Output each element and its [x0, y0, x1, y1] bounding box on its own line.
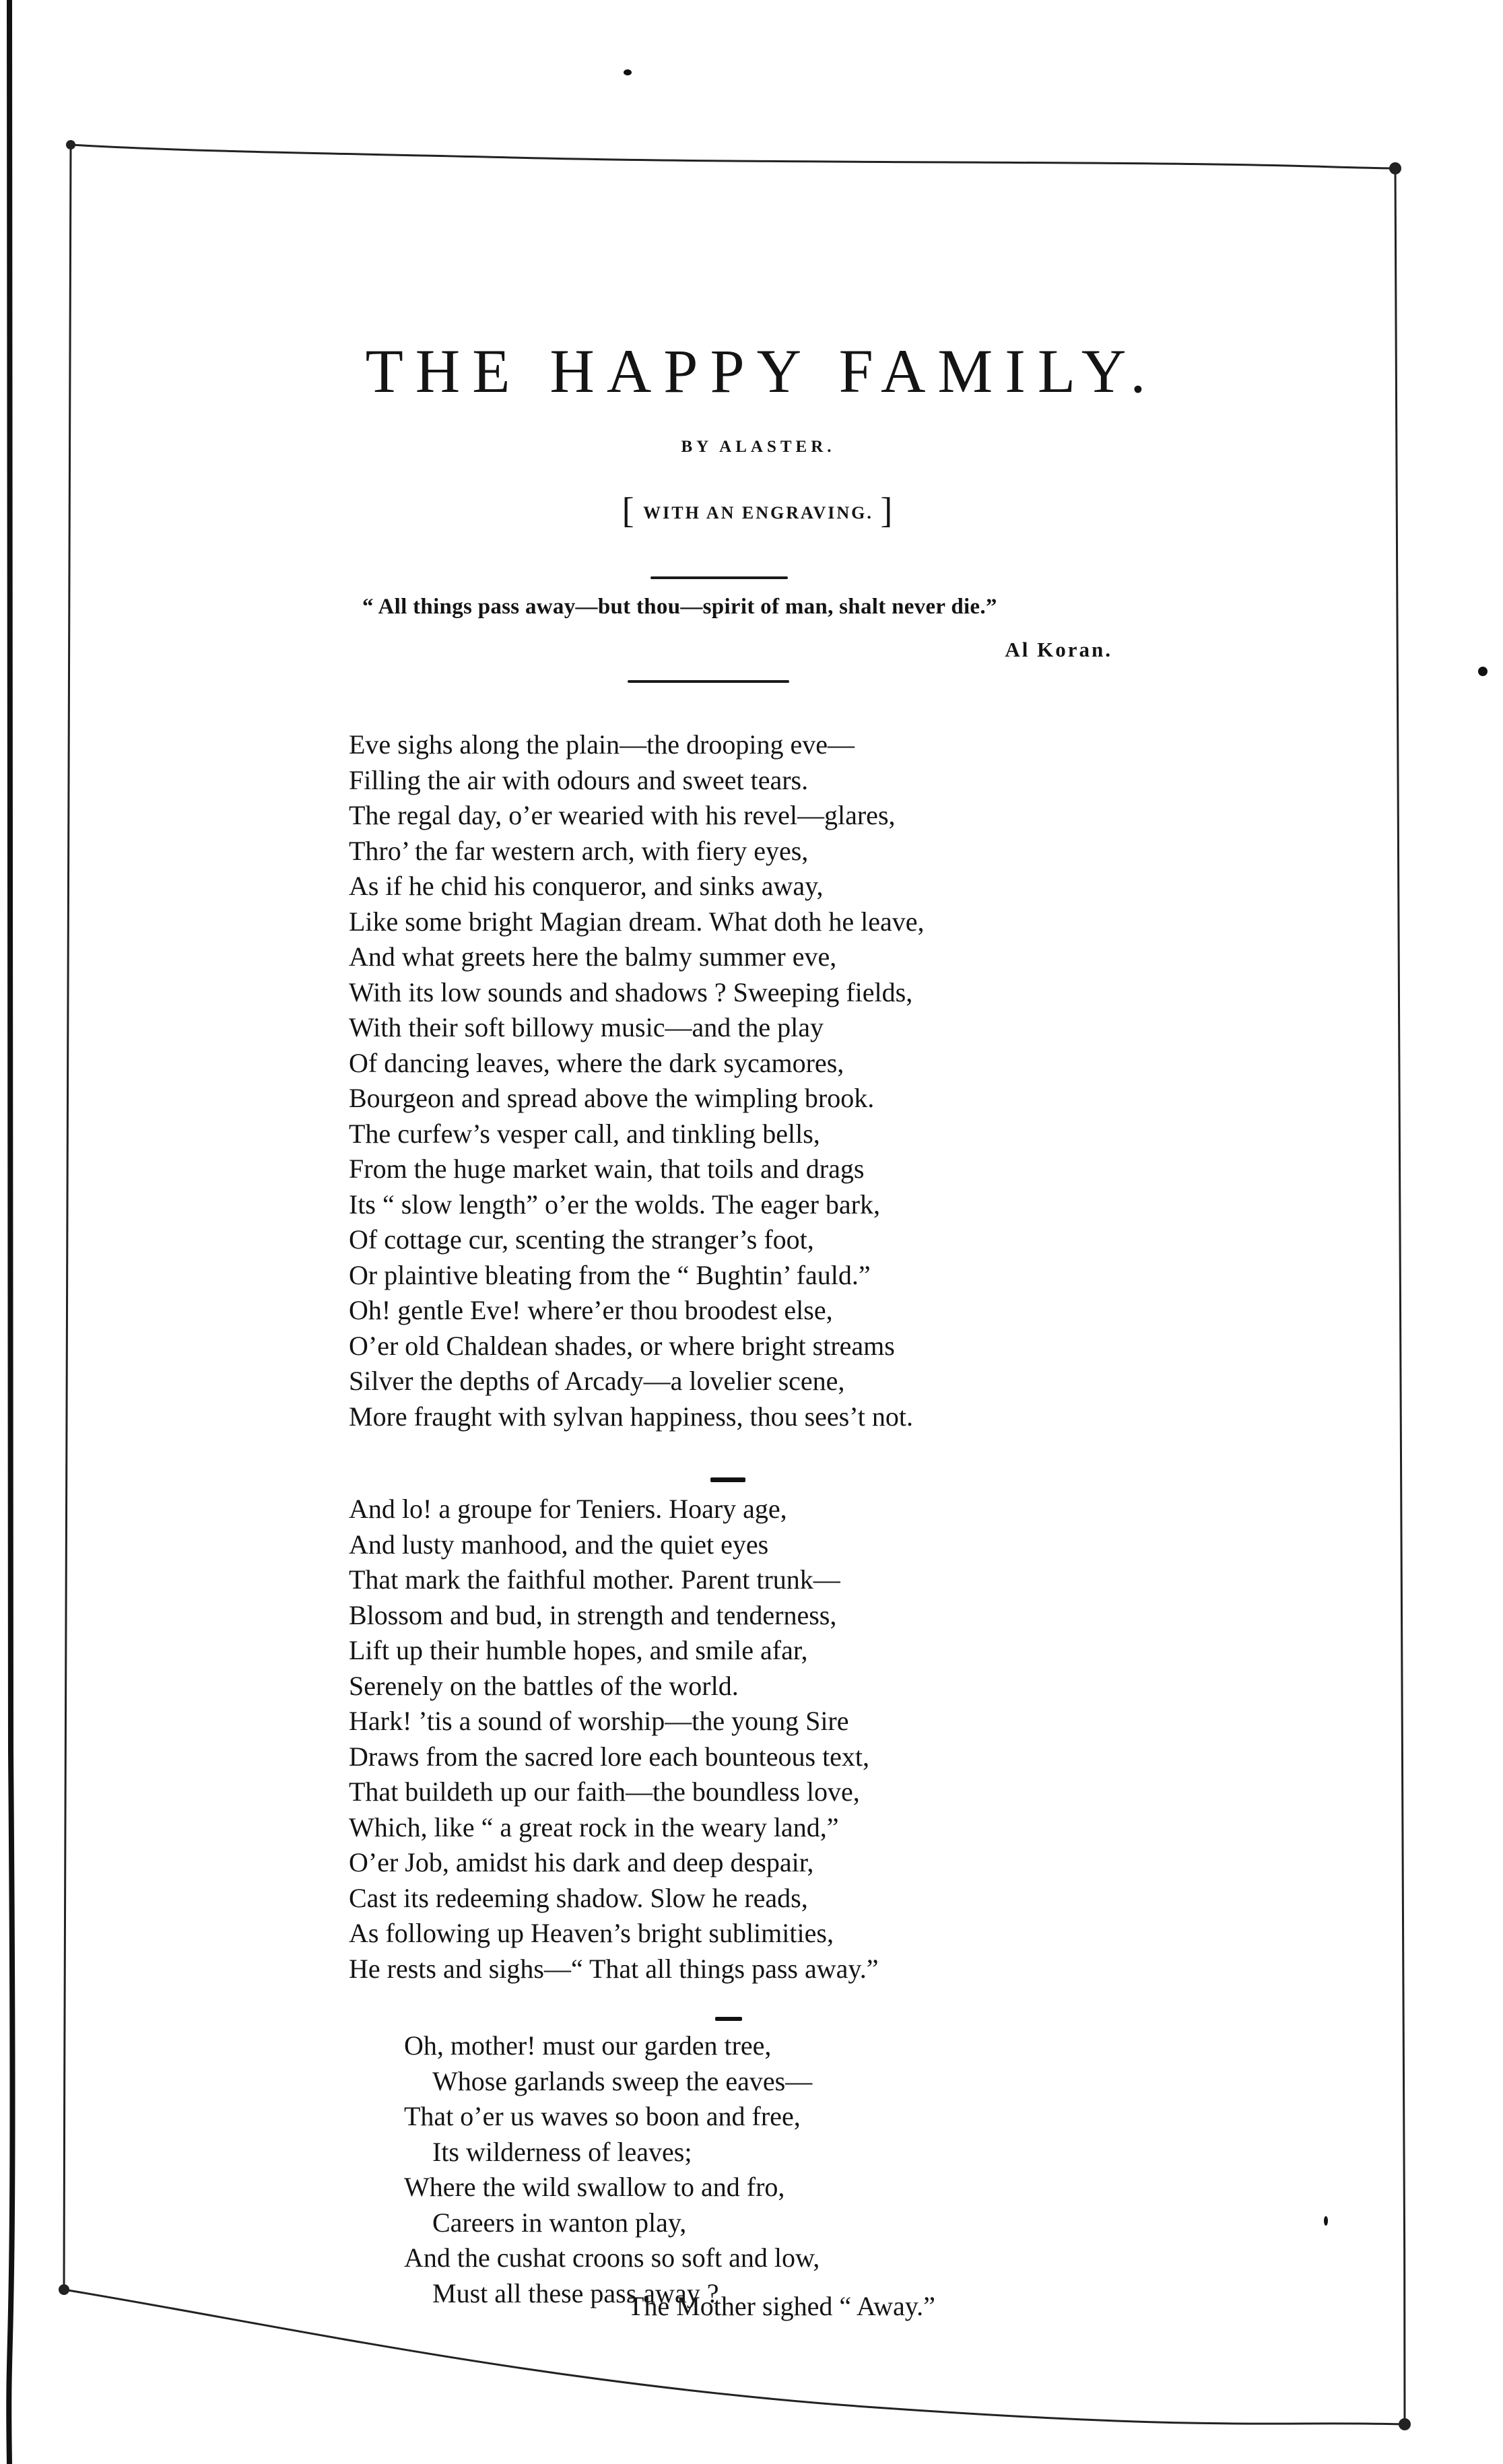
closing-line: The Mother sighed “ Away.”	[628, 2291, 935, 2321]
poem-line: With their soft billowy music—and the play	[349, 1012, 824, 1042]
poem-line: Which, like “ a great rock in the weary land,”	[349, 1811, 839, 1842]
poem-line: As if he chid his conqueror, and sinks away,	[349, 871, 824, 901]
poem-line: Must all these pass away ?	[432, 2277, 719, 2308]
poem-line: Careers in wanton play,	[432, 2207, 687, 2238]
stanza-1	[349, 727, 925, 1434]
poem-line: That buildeth up our faith—the boundless love,	[349, 1776, 860, 1807]
poem-line: Eve sighs along the plain—the drooping eve—	[349, 729, 855, 760]
poem-line: Silver the depths of Arcady—a lovelier scene,	[349, 1366, 845, 1396]
frame-corner-ornament	[1399, 2418, 1411, 2430]
poem-line: And the cushat croons so soft and low,	[404, 2242, 820, 2273]
poem-line: O’er old Chaldean shades, or where bright streams	[349, 1330, 895, 1361]
frame-corner-ornament	[1389, 162, 1401, 174]
poem-line: Thro’ the far western arch, with fiery eyes,	[349, 835, 809, 866]
stanza-separator	[710, 1477, 745, 1482]
stanza-separator	[715, 2017, 742, 2021]
poem-line: And lo! a groupe for Teniers. Hoary age,	[349, 1494, 787, 1524]
poem-line: Draws from the sacred lore each bounteous text,	[349, 1741, 870, 1772]
poem-line: Lift up their humble hopes, and smile afar,	[349, 1635, 808, 1665]
scan-speck	[1478, 667, 1488, 676]
page-title: THE HAPPY FAMILY.	[365, 337, 1158, 405]
poem-line: Its “ slow length” o’er the wolds. The eager bark,	[349, 1189, 881, 1220]
scan-speck	[1324, 2216, 1328, 2226]
poem-line: Blossom and bud, in strength and tenderness,	[349, 1599, 837, 1630]
poem-line: He rests and sighs—“ That all things pass away.”	[349, 1953, 879, 1984]
author-byline: BY ALASTER.	[681, 438, 836, 456]
frame-corner-ornament	[66, 140, 75, 149]
poem-line: The curfew’s vesper call, and tinkling bells,	[349, 1118, 820, 1149]
poem-line: Its wilderness of leaves;	[432, 2136, 692, 2167]
poem-line: Whose garlands sweep the eaves—	[432, 2065, 813, 2096]
poem-line: Of cottage cur, scenting the stranger’s foot,	[349, 1224, 814, 1255]
ornamental-rule-top	[650, 576, 788, 579]
stanza-3	[404, 2028, 820, 2311]
epigraph-quote: “ All things pass away—but thou—spirit of man, shalt never die.”	[362, 595, 997, 619]
poem-line: Or plaintive bleating from the “ Bughtin’ fauld.”	[349, 1259, 871, 1290]
epigraph-source: Al Koran.	[1005, 638, 1112, 661]
poem-line: Serenely on the battles of the world.	[349, 1670, 739, 1701]
poem-line: And lusty manhood, and the quiet eyes	[349, 1529, 769, 1560]
engraving-note	[0, 490, 1503, 531]
poem-line: O’er Job, amidst his dark and deep despair,	[349, 1847, 814, 1877]
scan-speck	[624, 69, 632, 75]
poem-line: More fraught with sylvan happiness, thou sees’t not.	[349, 1401, 914, 1432]
close-bracket: ]	[880, 490, 895, 531]
poem-line: Of dancing leaves, where the dark sycamores,	[349, 1047, 844, 1078]
poem-line: Bourgeon and spread above the wimpling brook.	[349, 1083, 875, 1113]
poem-line: With its low sounds and shadows ? Sweeping fields,	[349, 976, 913, 1007]
poem-line: From the huge market wain, that toils and drags	[349, 1154, 865, 1184]
frame-corner-ornament	[59, 2284, 69, 2295]
poem-line: As following up Heaven’s bright sublimities,	[349, 1918, 834, 1948]
open-bracket: [	[622, 490, 636, 531]
frame-left-edge	[64, 145, 71, 2290]
poem-line: Oh, mother! must our garden tree,	[404, 2030, 772, 2061]
poem-line: Like some bright Magian dream. What doth he leave,	[349, 906, 925, 937]
poem-line: Hark! ’tis a sound of worship—the young Sire	[349, 1706, 849, 1736]
poem-line: Filling the air with odours and sweet tears.	[349, 764, 809, 795]
poem-line: The regal day, o’er wearied with his revel—glares,	[349, 800, 896, 830]
poem-line: Cast its redeeming shadow. Slow he reads,	[349, 1882, 808, 1913]
poem-line: Oh! gentle Eve! where’er thou broodest else,	[349, 1295, 833, 1325]
frame-top-edge	[71, 145, 1394, 168]
poem-line: Where the wild swallow to and fro,	[404, 2172, 785, 2202]
stanza-2	[349, 1492, 879, 1987]
poem-line: And what greets here the balmy summer eve,	[349, 941, 837, 972]
poem-line: That mark the faithful mother. Parent trunk—	[349, 1564, 840, 1595]
poem-line: That o’er us waves so boon and free,	[404, 2101, 801, 2131]
engraving-note-text: WITH AN ENGRAVING.	[643, 503, 873, 523]
ornamental-rule-bottom	[628, 680, 789, 683]
